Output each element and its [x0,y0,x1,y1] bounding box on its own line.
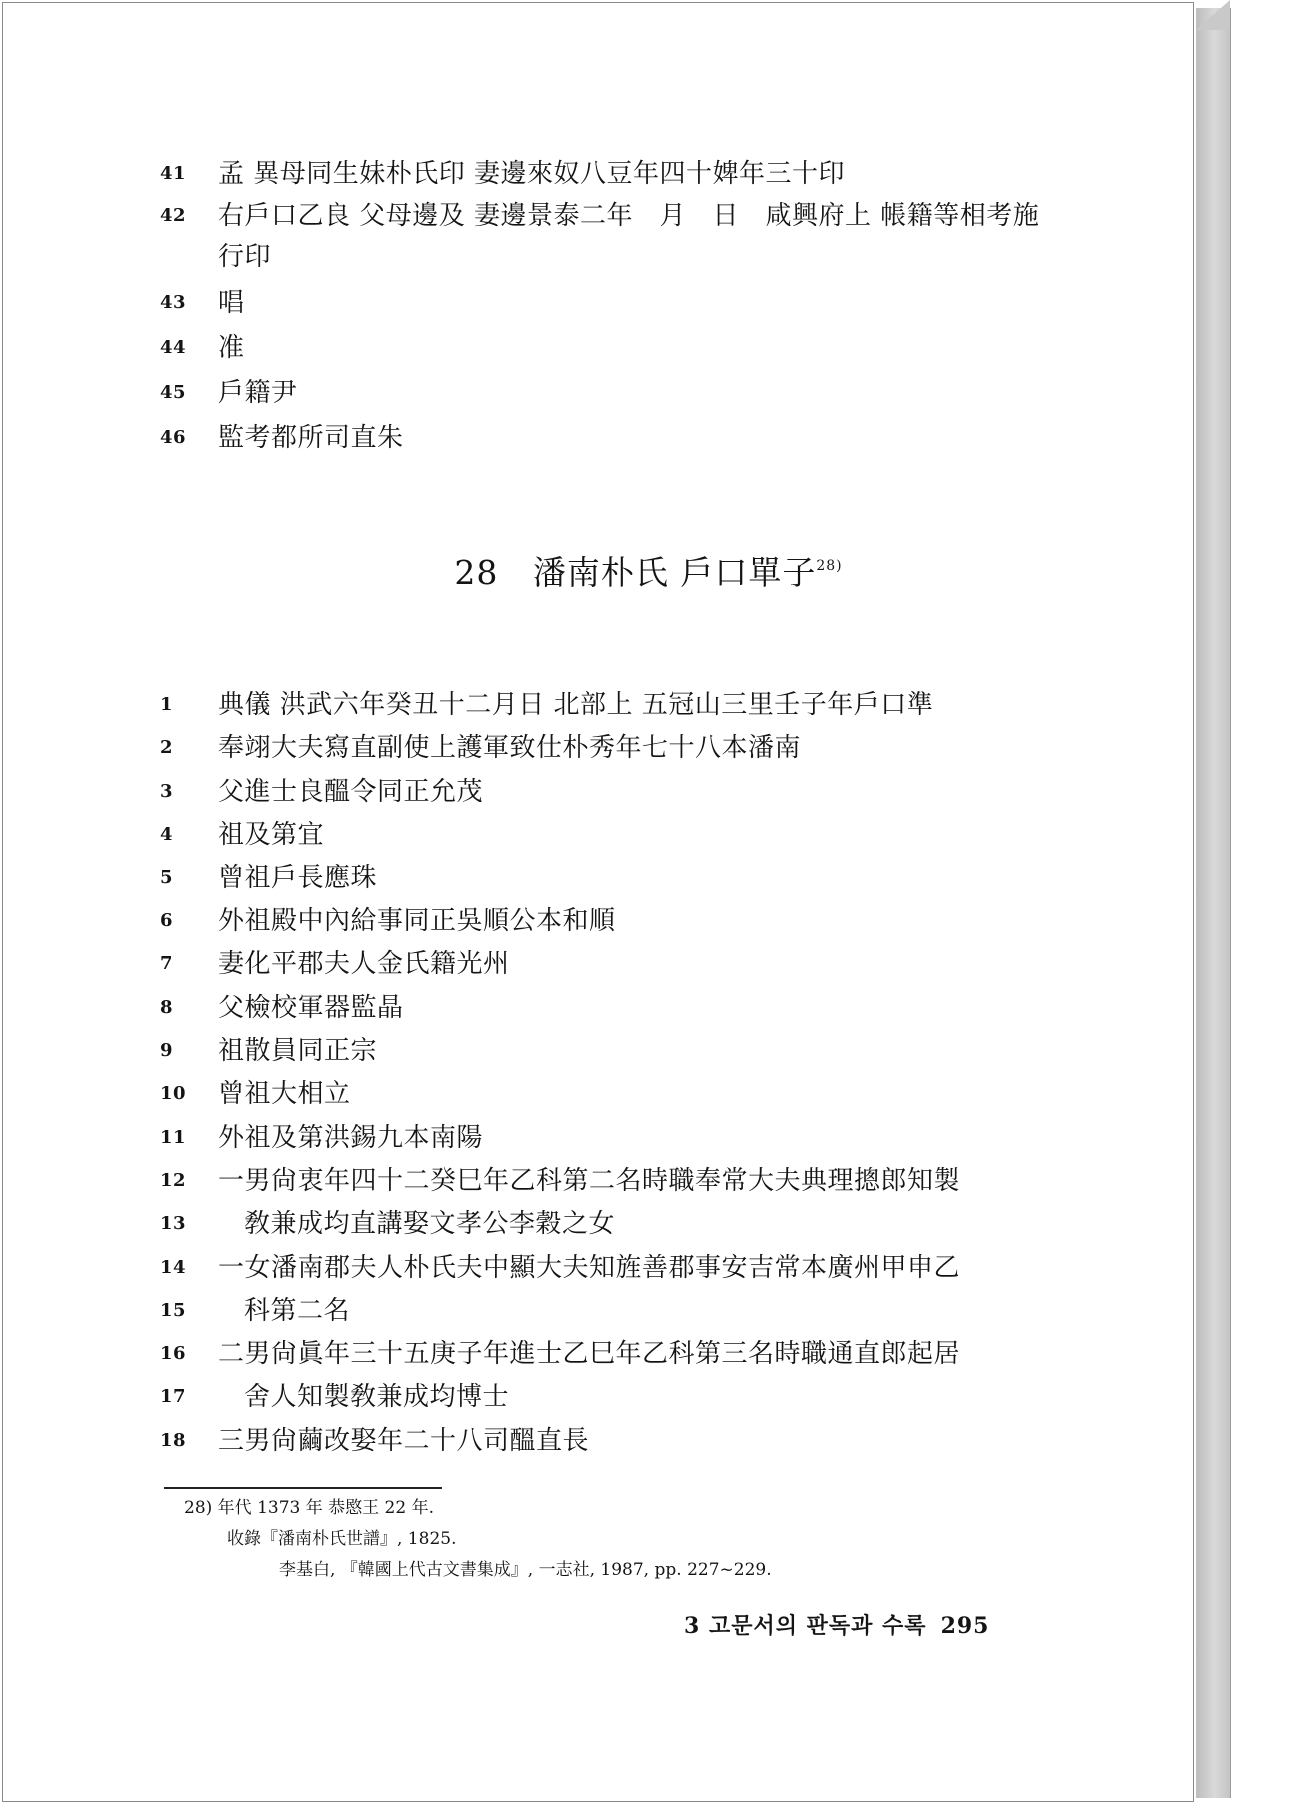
page-number: 295 [940,1613,990,1639]
line-number: 7 [160,953,174,974]
text-line [160,1422,589,1458]
line-number: 11 [160,1127,187,1148]
text-line [160,284,245,320]
line-text: 監考都所司直朱 [218,423,404,453]
footnote-rule [164,1487,442,1489]
line-text: 曾祖大相立 [218,1079,351,1109]
text-line [160,1119,483,1155]
line-text: 二男尙眞年三十五庚子年進士乙巳年乙科第三名時職通直郎起居 [218,1339,961,1369]
line-number: 44 [160,337,187,358]
text-line [160,374,298,410]
line-text: 典儀 洪武六年癸丑十二月日 北部上 五冠山三里壬子年戶口準 [218,690,934,720]
line-text: 戶籍尹 [218,378,298,408]
line-number: 41 [160,163,187,184]
line-number: 10 [160,1083,187,1104]
line-text: 祖散員同正宗 [218,1036,378,1066]
text-line [160,773,483,809]
line-text: 敎兼成均直講娶文孝公李穀之女 [244,1209,616,1239]
line-number: 6 [160,910,174,931]
line-number: 46 [160,427,187,448]
line-text: 准 [218,333,245,363]
line-number: 1 [160,694,174,715]
text-line [160,989,404,1025]
text-line [160,1378,509,1414]
line-number: 15 [160,1300,187,1321]
line-number: 3 [160,781,174,802]
line-number: 9 [160,1040,174,1061]
line-number: 16 [160,1343,187,1364]
line-number: 13 [160,1213,187,1234]
line-number: 4 [160,824,174,845]
line-text: 祖及第宜 [218,820,325,850]
footnote-ref: 28) [816,558,843,574]
line-text: 唱 [218,288,245,318]
line-text: 三男尙繭改娶年二十八司醞直長 [218,1426,590,1456]
line-number: 43 [160,292,187,313]
line-text: 右戶口乙良 父母邊及 妻邊景泰二年 月 日 咸興府上 帳籍等相考施 [218,201,1040,231]
book-edge-top [1196,0,1230,30]
line-number: 5 [160,867,174,888]
text-line [160,197,1039,233]
text-line [160,1249,960,1285]
text-line [160,902,616,938]
line-text: 外祖及第洪錫九本南陽 [218,1123,484,1153]
line-number: 14 [160,1257,187,1278]
footnote-line: 收錄『潘南朴氏世譜』, 1825. [227,1529,457,1549]
line-number: 42 [160,205,187,226]
text-line [160,1292,350,1328]
text-line [160,945,510,981]
line-number: 2 [160,737,174,758]
line-text: 行印 [218,242,272,272]
line-text: 一男尙衷年四十二癸巳年乙科第二名時職奉常大夫典理摠郎知製 [218,1166,961,1196]
book-edge [1196,8,1231,1798]
section-heading [0,547,1297,594]
line-text: 父檢校軍器監晶 [218,993,404,1023]
line-text: 一女潘南郡夫人朴氏夫中顯大夫知旌善郡事安吉常本廣州甲申乙 [218,1253,961,1283]
text-line [160,686,933,722]
text-line [160,1032,377,1068]
line-text: 孟 異母同生妹朴氏印 妻邊來奴八豆年四十婢年三十印 [218,159,846,189]
line-text: 舍人知製敎兼成均博士 [244,1382,510,1412]
text-line [160,816,324,852]
footnote-line: 李基白, 『韓國上代古文書集成』, 一志社, 1987, pp. 227~229. [279,1560,772,1580]
text-line [160,419,404,455]
text-line [160,238,271,274]
line-text: 科第二名 [244,1296,351,1326]
line-number: 45 [160,382,187,403]
text-line [160,859,377,895]
line-text: 妻化平郡夫人金氏籍光州 [218,949,510,979]
heading-title: 潘南朴氏 戶口單子 [532,553,817,592]
line-text: 父進士良醞令同正允茂 [218,777,484,807]
line-number: 17 [160,1386,187,1407]
text-line [160,1162,960,1198]
text-line [160,1335,960,1371]
footnote-line: 28) 年代 1373 年 恭愍王 22 年. [184,1498,434,1518]
text-line [160,1205,615,1241]
text-line [160,1075,351,1111]
line-number: 8 [160,997,174,1018]
line-number: 12 [160,1170,187,1191]
line-text: 外祖殿中內給事同正吳順公本和順 [218,906,616,936]
chapter-title: 3 고문서의 판독과 수록 [684,1613,927,1639]
heading-number: 28 [454,553,499,592]
running-footer [684,1609,990,1640]
line-number: 18 [160,1430,187,1451]
text-line [160,155,845,191]
line-text: 奉翊大夫寫直副使上護軍致仕朴秀年七十八本潘南 [218,733,802,763]
text-line [160,729,801,765]
line-text: 曾祖戶長應珠 [218,863,378,893]
text-line [160,329,245,365]
